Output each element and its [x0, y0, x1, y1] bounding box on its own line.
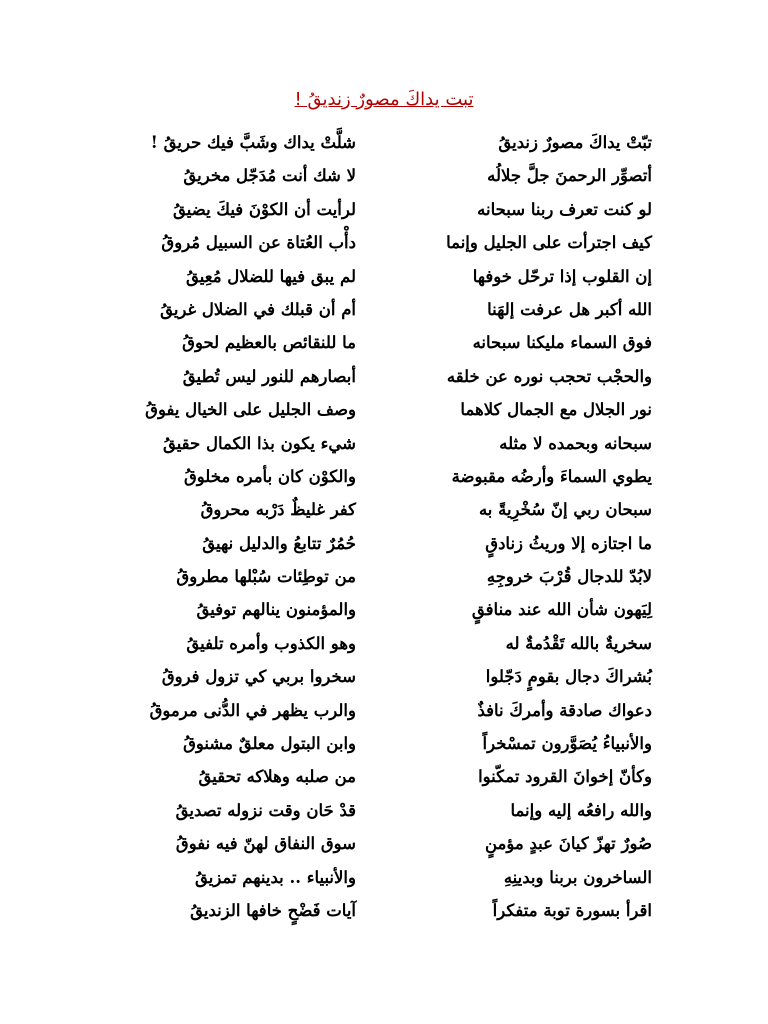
verse-line	[0, 195, 768, 228]
verse-line	[0, 228, 768, 261]
verse-first-hemistich: سخريةٌ بالله تَقْدُمةٌ له	[505, 633, 652, 653]
verse-first-hemistich: والله رافعُه إليه وإنما	[510, 800, 652, 820]
verse-second-hemistich: وهو الكذوب وأمره تلفيقُ	[186, 633, 356, 653]
verse-first-hemistich: سبحانه وبحمده لا مثله	[499, 433, 652, 453]
verse-list	[0, 128, 768, 929]
verse-first-hemistich: لِيَهون شأن الله عند منافقٍ	[471, 600, 652, 620]
verse-first-hemistich: ما اجتازه إلا وريثُ زنادقٍ	[485, 533, 652, 553]
verse-line	[0, 863, 768, 896]
verse-line	[0, 495, 768, 528]
verse-second-hemistich: من توطِئات سُبْلها مطروقُ	[176, 567, 356, 587]
verse-line	[0, 829, 768, 862]
verse-line	[0, 662, 768, 695]
verse-first-hemistich: وكأنّ إخوانَ القرود تمكّنوا	[478, 767, 652, 787]
verse-second-hemistich: سوق النفاق لهنّ فيه نفوقُ	[175, 834, 356, 854]
verse-line	[0, 729, 768, 762]
verse-first-hemistich: يطوي السماءَ وأرضُه مقبوضة	[451, 466, 652, 486]
verse-second-hemistich: آيات فَضْحٍ خافها الزنديقُ	[190, 900, 356, 920]
verse-first-hemistich: نور الجلال مع الجمال كلاهما	[460, 400, 652, 420]
verse-line	[0, 462, 768, 495]
verse-second-hemistich: وابن البتول معلقٌ مشنوقُ	[183, 734, 356, 754]
verse-line	[0, 362, 768, 395]
verse-second-hemistich: والرب يظهر في الدُّنى مرموقُ	[149, 700, 356, 720]
verse-line	[0, 562, 768, 595]
verse-first-hemistich: بُشراكَ دجال بقومٍ دَجّلوا	[485, 667, 652, 687]
verse-second-hemistich: لرأيت أن الكوْنَ فيكَ يضيقُ	[173, 199, 356, 219]
verse-second-hemistich: حُمُرٌ تتابعُ والدليل نهيقُ	[202, 533, 356, 553]
verse-first-hemistich: والأنبياءُ يُصَوَّرون تمسْخراً	[482, 734, 652, 754]
verse-line	[0, 328, 768, 361]
verse-second-hemistich: شلَّتْ يداك وشَبَّ فيك حريقُ !	[150, 133, 356, 152]
verse-first-hemistich: كيف اجترأت على الجليل وإنما	[446, 233, 652, 253]
verse-first-hemistich: سبحان ربي إنّ سُخْرِيةً به	[478, 500, 652, 520]
verse-first-hemistich: دعواك صادقة وأمركَ نافذٌ	[477, 700, 652, 720]
verse-second-hemistich: وصف الجليل على الخيال يفوقُ	[145, 400, 356, 420]
verse-first-hemistich: لو كنت تعرف ربنا سبحانه	[477, 199, 652, 219]
verse-line	[0, 629, 768, 662]
verse-second-hemistich: ما للنقائص بالعظيم لحوقُ	[182, 333, 356, 353]
verse-second-hemistich: دأْب العُتاة عن السبيل مُروقُ	[161, 233, 356, 253]
verse-first-hemistich: الله أكبر هل عرفت إلهَنا	[487, 299, 652, 319]
verse-second-hemistich: من صلبه وهلاكه تحقيقُ	[198, 767, 356, 787]
verse-line	[0, 896, 768, 929]
verse-second-hemistich: لم يبق فيها للضلال مُعِيقُ	[186, 266, 356, 286]
verse-line	[0, 696, 768, 729]
verse-line	[0, 295, 768, 328]
verse-second-hemistich: لا شك أنت مُدَجّل مخريقُ	[183, 166, 356, 186]
verse-line	[0, 161, 768, 194]
verse-second-hemistich: شيء يكون بذا الكمال حقيقُ	[162, 433, 356, 453]
poem-title: تبت يداكَ مصورٌ زنديقُ !	[294, 89, 474, 110]
verse-second-hemistich: كفر غليظٌ دَرْبه محروقُ	[200, 500, 356, 520]
verse-line	[0, 595, 768, 628]
verse-first-hemistich: تبّتْ يداكَ مصورٌ زنديقُ	[498, 133, 652, 152]
verse-second-hemistich: أبصارهم للنور ليس تُطيقُ	[182, 366, 356, 386]
verse-first-hemistich: إن القلوب إذا ترحّل خوفها	[472, 266, 652, 286]
verse-second-hemistich: أم أن قبلك في الضلال غريقُ	[160, 299, 356, 319]
verse-line	[0, 395, 768, 428]
verse-first-hemistich: لابُدّ للدجال قُرْبَ خروجِهِ	[486, 567, 652, 587]
verse-line	[0, 429, 768, 462]
verse-first-hemistich: اقرأ بسورة توبة متفكراً	[492, 900, 652, 920]
verse-line	[0, 529, 768, 562]
verse-second-hemistich: والأنبياء .. بدينهم تمزيقُ	[194, 867, 356, 887]
verse-second-hemistich: والكوْن كان بأمره مخلوقُ	[183, 466, 356, 486]
verse-line	[0, 128, 768, 161]
verse-second-hemistich: والمؤمنون ينالهم توفيقُ	[196, 600, 356, 620]
verse-second-hemistich: قدْ حَان وقت نزوله تصديقُ	[175, 800, 356, 820]
verse-first-hemistich: صُورٌ تهزّ كيانَ عبدٍ مؤمنٍ	[484, 834, 652, 854]
verse-line	[0, 262, 768, 295]
verse-first-hemistich: أتصوِّر الرحمنَ جلَّ جلالُه	[487, 166, 652, 186]
verse-line	[0, 796, 768, 829]
verse-second-hemistich: سخروا بربي كي تزول فروقُ	[161, 667, 356, 687]
verse-first-hemistich: فوق السماء مليكنا سبحانه	[472, 333, 652, 353]
verse-first-hemistich: الساخرون بربنا وبدينِهِ	[503, 867, 652, 887]
verse-line	[0, 762, 768, 795]
verse-first-hemistich: والحجْب تحجب نوره عن خلقه	[446, 366, 652, 386]
